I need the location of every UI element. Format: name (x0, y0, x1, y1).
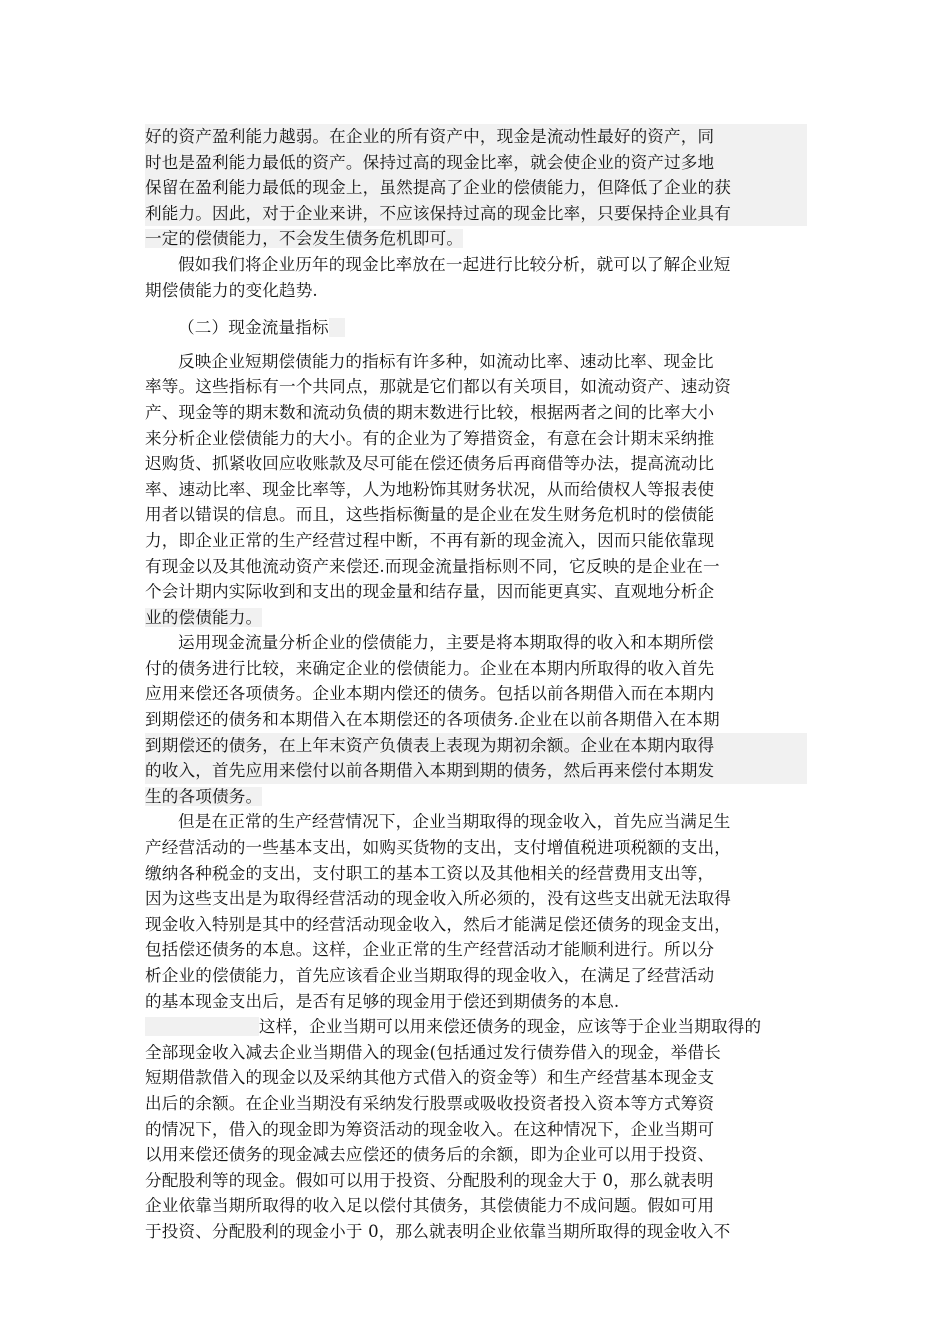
paragraph-6 (145, 1014, 807, 1244)
text-line: 这样，企业当期可以用来偿还债务的现金，应该等于企业当期取得的 (145, 1014, 807, 1040)
text-line: 反映企业短期偿债能力的指标有许多种，如流动比率、速动比率、现金比 (178, 351, 714, 371)
text-line: 来分析企业偿债能力的大小。有的企业为了筹措资金，有意在会计期末采纳推 (145, 428, 715, 448)
text-line: 析企业的偿债能力，首先应该看企业当期取得的现金收入，在满足了经营活动 (145, 966, 715, 985)
text-line: 迟购货、抓紧收回应收账款及尽可能在偿还债务后再商借等办法，提高流动比 (145, 454, 715, 474)
text-line: 因为这些支出是为取得经营活动的现金收入所必须的，没有这些支出就无法取得 (145, 889, 732, 909)
text-line: 产、现金等的期末数和流动负债的期末数进行比较，根据两者之间的比率大小 (145, 402, 715, 422)
text-line: 到期偿还的债务和本期借入在本期偿还的各项债务.企业在以前各期借入在本期 (145, 710, 720, 730)
text-line: 个会计期内实际收到和支出的现金量和结存量，因而能更真实、直观地分析企 (145, 582, 715, 602)
text-line: 但是在正常的生产经营情况下，企业当期取得的现金收入，首先应当满足生 (178, 812, 731, 832)
text-line: 以用来偿还债务的现金减去应偿还的债务后的余额，即为企业可以用于投资、 (145, 1145, 715, 1165)
text-line: 的情况下，借入的现金即为筹资活动的现金收入。在这种情况下，企业当期可 (145, 1119, 715, 1139)
text-line: 现金收入特别是其中的经营活动现金收入，然后才能满足偿还债务的现金支出， (145, 914, 732, 934)
text-line: 付的债务进行比较，来确定企业的偿债能力。企业在本期内所取得的收入首先 (145, 658, 715, 678)
text-line: 保留在盈利能力最低的现金上，虽然提高了企业的偿债能力，但降低了企业的获 (145, 175, 807, 201)
section-heading: （二）现金流量指标 (145, 315, 807, 341)
text-line: 好的资产盈利能力越弱。在企业的所有资产中，现金是流动性最好的资产，同 (145, 124, 807, 150)
paragraph-4 (145, 630, 807, 809)
text-line: 于投资、分配股利的现金小于 0，那么就表明企业依靠当期所取得的现金收入不 (145, 1221, 731, 1241)
text-line: 分配股利等的现金。假如可以用于投资、分配股利的现金大于 0，那么就表明 (145, 1170, 714, 1190)
text-line: 用者以错误的信息。而且，这些指标衡量的是企业在发生财务危机时的偿债能 (145, 505, 715, 525)
text-line: 率、速动比率、现金比率等，人为地粉饰其财务状况，从而给债权人等报表使 (145, 479, 715, 499)
text-line: 有现金以及其他流动资产来偿还.而现金流量指标则不同，它反映的是企业在一 (145, 556, 720, 576)
text-line: 运用现金流量分析企业的偿债能力，主要是将本期取得的收入和本期所偿 (178, 633, 714, 653)
paragraph-1 (145, 124, 807, 252)
paragraph-5 (145, 809, 807, 1014)
text-line: 假如我们将企业历年的现金比率放在一起进行比较分析，就可以了解企业短 (178, 254, 731, 274)
text-line: 产经营活动的一些基本支出，如购买货物的支出，支付增值税进项税额的支出， (145, 838, 732, 858)
text-line: 企业依靠当期所取得的收入足以偿付其债务，其偿债能力不成问题。假如可用 (145, 1196, 715, 1216)
text-line: 短期借款借入的现金以及采纳其他方式借入的资金等）和生产经营基本现金支 (145, 1068, 715, 1088)
text-line: 时也是盈利能力最低的资产。保持过高的现金比率，就会使企业的资产过多地 (145, 150, 807, 176)
paragraph-2 (145, 252, 807, 303)
text-line: 缴纳各种税金的支出，支付职工的基本工资以及其他相关的经营费用支出等， (145, 863, 715, 883)
text-line: 包括偿还债务的本息。这样，企业正常的生产经营活动才能顺利进行。所以分 (145, 940, 715, 960)
text-line: 全部现金收入减去企业当期借入的现金(包括通过发行债券借入的现金，举借长 (145, 1042, 721, 1062)
text-line: 一定的偿债能力，不会发生债务危机即可。 (145, 229, 464, 249)
text-line: 业的偿债能力。 (145, 607, 263, 627)
text-line: 的基本现金支出后，是否有足够的现金用于偿还到期债务的本息. (145, 991, 620, 1011)
paragraph-3 (145, 349, 807, 631)
text-line: 力，即企业正常的生产经营过程中断，不再有新的现金流入，因而只能依靠现 (145, 530, 715, 550)
text-line: 期偿债能力的变化趋势. (145, 280, 318, 300)
text-line: 到期偿还的债务，在上年末资产负债表上表现为期初余额。企业在本期内取得 (145, 733, 807, 759)
text-line: 应用来偿还各项债务。企业本期内偿还的债务。包括以前各期借入而在本期内 (145, 684, 715, 704)
document-page (145, 124, 807, 1245)
text-line: 的收入，首先应用来偿付以前各期借入本期到期的债务，然后再来偿付本期发 (145, 758, 807, 784)
text-line: 率等。这些指标有一个共同点，那就是它们都以有关项目，如流动资产、速动资 (145, 377, 732, 397)
text-line: 利能力。因此，对于企业来讲，不应该保持过高的现金比率，只要保持企业具有 (145, 201, 807, 227)
text-line: 出后的余额。在企业当期没有采纳发行股票或吸收投资者投入资本等方式筹资 (145, 1093, 715, 1113)
text-line: 生的各项债务。 (145, 786, 263, 806)
